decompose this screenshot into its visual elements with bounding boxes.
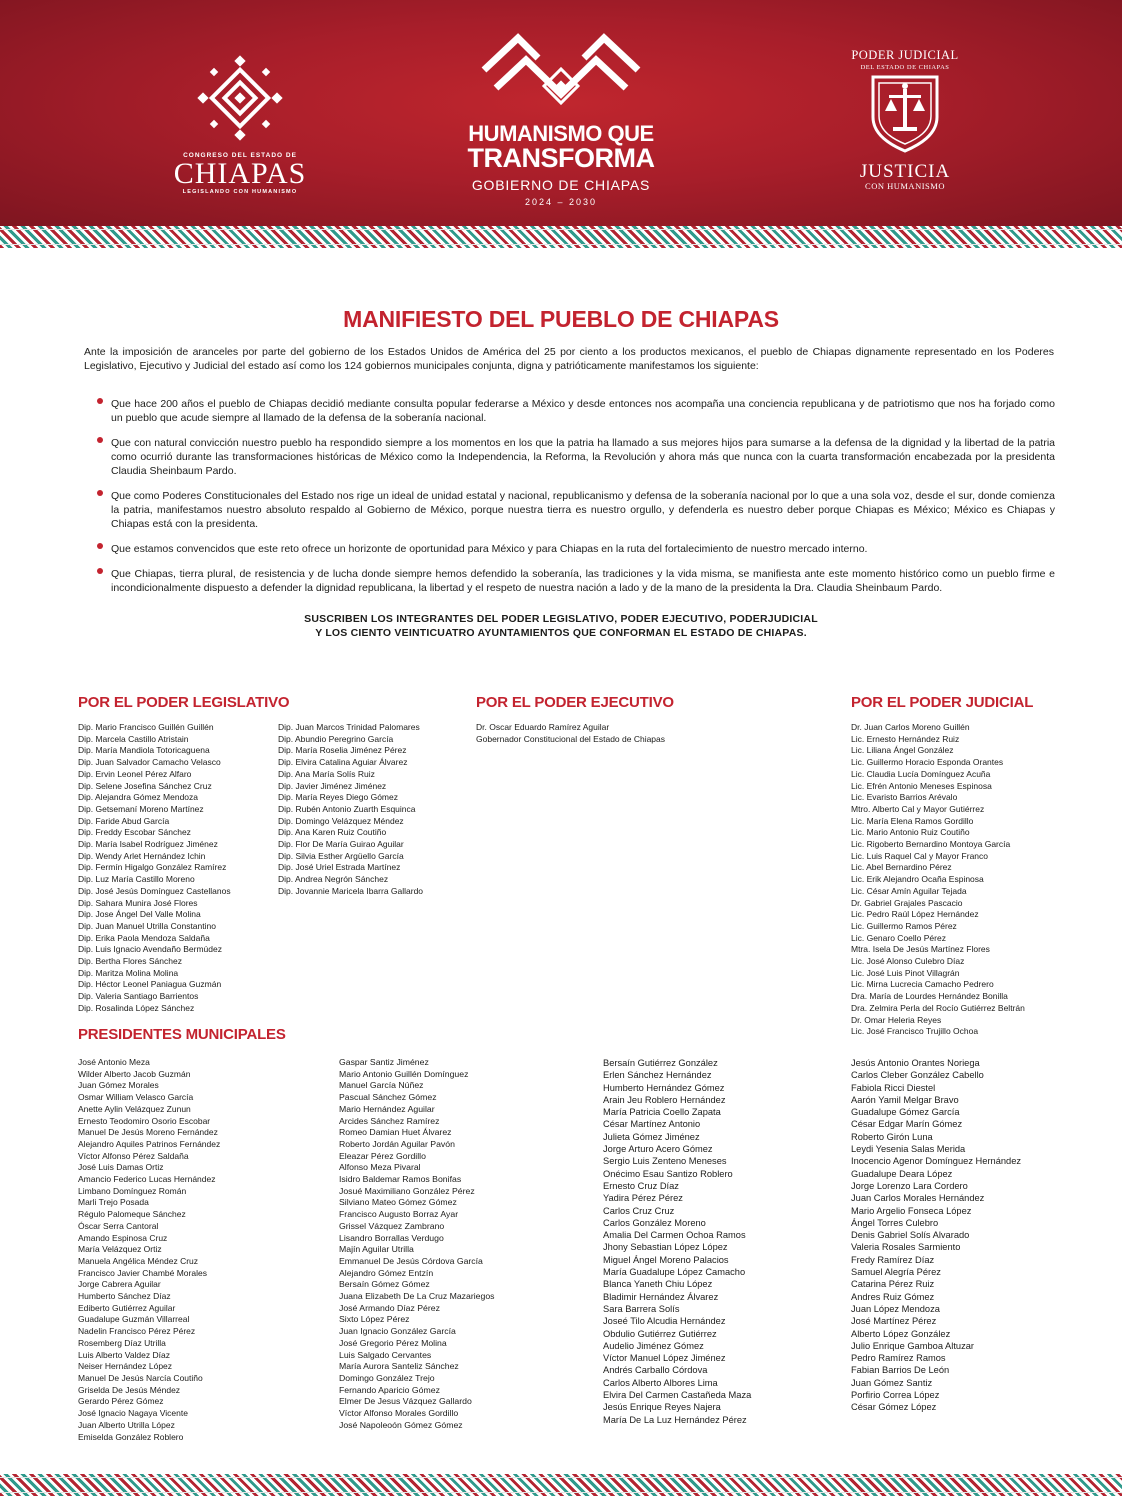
signer-name: Luis Alberto Valdez Díaz	[78, 1349, 170, 1360]
signer-name: Dip. Sahara Munira José Flores	[78, 897, 198, 908]
signer-name: Jorge Cabrera Aguilar	[78, 1279, 161, 1290]
signer-name: Bersaín Gutiérrez González	[603, 1058, 718, 1068]
signer-name: Manuel De Jesús Moreno Fernández	[78, 1127, 218, 1138]
bullet-icon	[97, 490, 103, 496]
signer-name: Juan Ignacio González García	[339, 1326, 456, 1337]
signer-name: César Edgar Marín Gómez	[851, 1119, 963, 1130]
signer-name: José Napoleoón Gómez Gómez	[339, 1419, 463, 1430]
signer-name: Dip. Fermín Higalgo González Ramírez	[78, 862, 227, 873]
gobierno-slogan-line1: HUMANISMO QUE	[468, 121, 654, 146]
signer-name: José Luis Damas Ortiz	[78, 1162, 164, 1173]
congreso-name: CHIAPAS	[173, 157, 307, 190]
signer-name: Dra. María de Lourdes Hernández Bonilla	[851, 991, 1008, 1002]
signer-name: José Antonio Meza	[78, 1057, 150, 1067]
signer-name: Dip. Elvira Catalina Aguiar Álvarez	[278, 757, 408, 768]
signer-name: Dip. Ana María Solís Ruiz	[278, 768, 375, 779]
signer-name: Lic. Abel Bernardino Pérez	[851, 862, 952, 873]
congreso-tagline: LEGISLANDO CON HUMANISMO	[182, 189, 298, 195]
signer-name: Carlos Cleber González Cabello	[851, 1070, 984, 1081]
signer-name: Sara Barrera Solís	[603, 1303, 680, 1314]
signer-name: Fabiola Ricci Diestel	[851, 1082, 936, 1093]
signer-name: Sixto López Pérez	[339, 1314, 410, 1325]
signer-name: José Ignacio Nagaya Vicente	[78, 1408, 188, 1419]
document-title: MANIFIESTO DEL PUEBLO DE CHIAPAS	[343, 306, 779, 332]
signer-name: Mario Hernández Aguilar	[339, 1103, 435, 1114]
signer-name: Dip. Héctor Leonel Paniagua Guzmán	[78, 979, 222, 990]
signer-name: Manuela Angélica Méndez Cruz	[78, 1255, 199, 1266]
signer-name: Yadira Pérez Pérez	[603, 1193, 683, 1204]
signer-name: Francisco Javier Chambé Morales	[78, 1267, 207, 1278]
manifesto-point	[97, 542, 1055, 556]
signer-name: Valeria Rosales Sarmiento	[851, 1242, 961, 1253]
legislativo-list-2	[278, 722, 423, 898]
signer-name: Guadalupe Deara López	[851, 1168, 953, 1179]
signer-name: Julieta Gómez Jiménez	[603, 1131, 700, 1142]
signer-name: María De La Luz Hernández Pérez	[603, 1414, 747, 1425]
signer-name: Samuel Alegría Pérez	[851, 1267, 941, 1278]
signer-name: Wilder Alberto Jacob Guzmán	[78, 1068, 191, 1079]
signer-name: Dip. Rubén Antonio Zuarth Esquinca	[278, 803, 416, 814]
point-text: Que estamos convencidos que este reto ofrece un horizonte de oportunidad para México y para Chiapas en la ruta del fortalecimiento de nuestro mercado interno.	[111, 543, 868, 555]
signer-name: María Patricia Coello Zapata	[603, 1107, 721, 1118]
signer-name: Dr. Oscar Eduardo Ramírez Aguilar	[476, 722, 610, 732]
bullet-icon	[97, 437, 103, 443]
signer-name: Dip. Jovannie Maricela Ibarra Gallardo	[278, 885, 424, 896]
manifesto-points	[97, 397, 1055, 606]
signers-note	[0, 612, 1122, 640]
bullet-icon	[97, 398, 103, 404]
signer-name: Dip. Wendy Arlet Hernández Ichin	[78, 850, 206, 861]
signer-name: Griselda De Jesús Méndez	[78, 1384, 181, 1395]
signer-name: Lic. Claudia Lucía Domínguez Acuña	[851, 768, 991, 779]
signer-name: Ángel Torres Culebro	[851, 1217, 939, 1228]
signer-name: Elvira Del Carmen Castañeda Maza	[603, 1390, 752, 1401]
signer-name: Denis Gabriel Solís Alvarado	[851, 1230, 970, 1241]
signer-name: Fredy Ramírez Díaz	[851, 1254, 935, 1265]
signer-name: Dip. Jose Ángel Del Valle Molina	[78, 909, 201, 920]
signer-name: Jhony Sebastian López López	[603, 1242, 728, 1253]
signer-name: Dip. María Roselia Jiménez Pérez	[278, 745, 407, 756]
pj-motto-sub: CON HUMANISMO	[865, 181, 945, 191]
signer-name: Alejandro Gómez Entzín	[339, 1267, 434, 1278]
signer-name: Lic. César Amín Aguilar Tejada	[851, 885, 967, 896]
signer-name: Bersaín Gómez Gómez	[339, 1279, 430, 1290]
signer-name: Dip. Juan Salvador Camacho Velasco	[78, 757, 221, 768]
signer-name: Mario Argelio Fonseca López	[851, 1205, 972, 1216]
signer-name: Carlos Alberto Albores Lima	[603, 1377, 718, 1388]
signer-name: María Velázquez Ortiz	[78, 1244, 162, 1255]
signer-name: José Martínez Pérez	[851, 1316, 937, 1327]
signer-name: Isidro Baldemar Ramos Bonifas	[339, 1174, 462, 1185]
header-banner	[0, 0, 1122, 228]
signer-name: Dip. Ervin Leonel Pérez Alfaro	[78, 768, 192, 779]
legislativo-list-1	[78, 722, 231, 1015]
signer-name: Jorge Arturo Acero Gómez	[603, 1144, 713, 1155]
signer-name: Humberto Sánchez Díaz	[78, 1291, 171, 1302]
signer-name: Víctor Alfonso Morales Gordillo	[339, 1408, 459, 1419]
manifesto-point	[97, 489, 1055, 531]
signer-name: Audelio Jiménez Gómez	[603, 1340, 704, 1351]
signer-name: Dip. Luis Ignacio Avendaño Bermúdez	[78, 944, 222, 955]
municipales-list-3	[603, 1057, 751, 1426]
signer-name: Dip. María Mandiola Totoricaguena	[78, 745, 210, 756]
signer-name: Elmer De Jesus Vázquez Gallardo	[339, 1396, 472, 1407]
signer-name: Juan Alberto Utrilla López	[78, 1419, 175, 1430]
signer-name: Nadelin Francisco Pérez Pérez	[78, 1326, 196, 1337]
municipales-list-2	[339, 1057, 495, 1432]
signer-name: Dr. Gabriel Grajales Pascacio	[851, 897, 963, 908]
pj-subtitle: DEL ESTADO DE CHIAPAS	[860, 64, 950, 71]
signer-name: Neiser Hernández López	[78, 1361, 173, 1372]
bullet-icon	[97, 543, 103, 549]
signer-name: Gobernador Constitucional del Estado de Chiapas	[476, 733, 666, 744]
signer-name: Dip. Maritza Molina Molina	[78, 967, 179, 978]
signer-name: Arain Jeu Roblero Hernández	[603, 1094, 726, 1105]
signer-name: Domingo González Trejo	[339, 1372, 435, 1383]
signer-name: Dip. José Uriel Estrada Martínez	[278, 862, 401, 873]
signer-name: Pedro Ramírez Ramos	[851, 1353, 946, 1364]
signer-name: Lic. Pedro Raúl López Hernández	[851, 909, 979, 920]
signer-name: Lic. Luis Raquel Cal y Mayor Franco	[851, 850, 989, 861]
municipales-list-1	[78, 1057, 220, 1443]
pj-title: PODER JUDICIAL	[851, 48, 959, 62]
signer-name: Emiselda González Roblero	[78, 1431, 184, 1442]
manifesto-point	[97, 436, 1055, 478]
signer-name: Dip. Juan Manuel Utrilla Constantino	[78, 920, 216, 931]
signer-name: Rosemberg Díaz Utrilla	[78, 1337, 166, 1348]
judicial-list	[851, 722, 1025, 1038]
signer-name: Dip. Rosalinda López Sánchez	[78, 1002, 195, 1013]
signer-name: Miguel Ángel Moreno Palacios	[603, 1254, 729, 1265]
signer-name: Gaspar Santiz Jiménez	[339, 1057, 429, 1067]
signer-name: Dip. Freddy Escobar Sánchez	[78, 827, 191, 838]
signer-name: Lic. Evaristo Barrios Arévalo	[851, 792, 958, 803]
signer-name: Dr. Omar Heleria Reyes	[851, 1014, 942, 1025]
signer-name: Juan Gómez Morales	[78, 1080, 159, 1091]
signer-name: Lic. Rigoberto Bernardino Montoya García	[851, 839, 1011, 850]
signer-name: Eleazar Pérez Gordillo	[339, 1150, 426, 1161]
signer-name: María Guadalupe López Camacho	[603, 1267, 746, 1278]
signer-name: Aarón Yamil Melgar Bravo	[851, 1094, 959, 1105]
signers-line-1: SUSCRIBEN LOS INTEGRANTES DEL PODER LEGISLATIVO, PODER EJECUTIVO, PODERJUDICIAL	[304, 613, 818, 625]
signer-name: Josué Maximiliano González Pérez	[339, 1185, 475, 1196]
signer-name: Fernando Aparicio Gómez	[339, 1384, 440, 1395]
signer-name: Dra. Zelmira Perla del Rocío Gutiérrez Beltrán	[851, 1002, 1025, 1013]
judicial-heading: POR EL PODER JUDICIAL	[851, 694, 1034, 711]
manifesto-point	[97, 567, 1055, 595]
signer-name: Jesús Antonio Orantes Noriega	[851, 1058, 980, 1068]
signer-name: Juan Carlos Morales Hernández	[851, 1193, 985, 1204]
signer-name: Lic. Guillermo Ramos Pérez	[851, 920, 957, 931]
ejecutivo-heading: POR EL PODER EJECUTIVO	[476, 694, 674, 711]
signer-name: Guadalupe Gómez García	[851, 1107, 960, 1118]
signer-name: Dip. Marcela Castillo Atristain	[78, 733, 189, 744]
signer-name: Amando Espinosa Cruz	[78, 1232, 168, 1243]
signer-name: Manuel De Jesús Narcía Coutiño	[78, 1372, 203, 1383]
signer-name: Jesús Enrique Reyes Najera	[603, 1402, 721, 1413]
signer-name: Alberto López González	[851, 1328, 951, 1339]
signer-name: Dip. Faride Abud García	[78, 815, 170, 826]
decorative-band-bottom	[0, 1474, 1122, 1496]
signer-name: José Gregorio Pérez Molina	[339, 1337, 447, 1348]
signer-name: Limbano Domínguez Román	[78, 1185, 187, 1196]
signers-line-2: Y LOS CIENTO VEINTICUATRO AYUNTAMIENTOS QUE CONFORMAN EL ESTADO DE CHIAPAS.	[315, 627, 807, 639]
signer-name: Bladimir Hernández Álvarez	[603, 1291, 719, 1302]
signer-name: Lic. Erik Alejandro Ocaña Espinosa	[851, 874, 984, 885]
signer-name: María Aurora Santeliz Sánchez	[339, 1361, 459, 1372]
signer-name: Andrés Carballo Córdova	[603, 1365, 708, 1376]
signer-name: Joseé Tilo Alcudia Hernández	[603, 1316, 726, 1327]
signer-name: Dip. Getsemaní Moreno Martínez	[78, 803, 204, 814]
point-text: Que Chiapas, tierra plural, de resistencia y de lucha donde siempre hemos defendido la soberanía, las tradiciones y la vida misma, se manifiesta ante este momento histórico como un pueblo firme e incondicionalmente dispuesto a defender la dignidad republicana, la libertad y el respeto de nuestra nación a lado y de la mano de la presidenta la Dra. Claudia Sheinbaum Pardo.	[111, 568, 1055, 594]
signer-name: Romeo Damian Huet Álvarez	[339, 1127, 452, 1138]
signer-name: Blanca Yaneth Chiu López	[603, 1279, 713, 1290]
signer-name: Óscar Serra Cantoral	[78, 1220, 159, 1231]
point-text: Que como Poderes Constitucionales del Estado nos rige un ideal de unidad estatal y nacional, republicanismo y defensa de la soberanía nacional por lo que a una sola voz, desde el sur, donde comienza la patria, manifestamos nuestro absoluto respaldo al Gobierno de México, porque nuestra tierra es nuestro orgullo, y defenderla es nuestro deber porque Chiapas es México; México es Chiapas y Chiapas está con la presidenta.	[111, 490, 1055, 530]
signer-name: Ernesto Teodomiro Osorio Escobar	[78, 1115, 211, 1126]
signer-name: Humberto Hernández Gómez	[603, 1082, 725, 1093]
signer-name: Amalia Del Carmen Ochoa Ramos	[603, 1230, 746, 1241]
signer-name: Dip. Luz María Castillo Moreno	[78, 874, 195, 885]
signer-name: Dip. María Reyes Diego Gómez	[278, 792, 398, 803]
signer-name: Lic. Guillermo Horacio Esponda Orantes	[851, 757, 1004, 768]
signer-name: Lic. Efrén Antonio Meneses Espinosa	[851, 780, 992, 791]
signer-name: Ernesto Cruz Díaz	[603, 1180, 679, 1191]
municipales-heading: PRESIDENTES MUNICIPALES	[78, 1026, 286, 1043]
signer-name: Dip. José Jesús Domínguez Castellanos	[78, 885, 231, 896]
ejecutivo-list	[476, 722, 665, 745]
signer-name: Dip. Erika Paola Mendoza Saldaña	[78, 932, 210, 943]
gobierno-emblem-icon	[476, 30, 646, 114]
signer-name: Dip. María Isabel Rodríguez Jiménez	[78, 839, 218, 850]
decorative-band-top	[0, 226, 1122, 248]
gobierno-logo	[440, 30, 682, 207]
signer-name: Onécimo Esau Santizo Roblero	[603, 1168, 733, 1179]
signer-name: Dip. Domingo Velázquez Méndez	[278, 815, 404, 826]
signer-name: Lic. Mario Antonio Ruiz Coutiño	[851, 827, 970, 838]
signer-name: Juan Gómez Santiz	[851, 1377, 933, 1388]
signer-name: Carlos Cruz Cruz	[603, 1205, 675, 1216]
signer-name: Emmanuel De Jesús Córdova García	[339, 1255, 483, 1266]
gobierno-entity: GOBIERNO DE CHIAPAS	[471, 177, 651, 193]
signer-name: Juana Elizabeth De La Cruz Mazariegos	[339, 1291, 495, 1302]
signer-name: Guadalupe Guzmán Villarreal	[78, 1314, 190, 1325]
signer-name: Dip. Bertha Flores Sánchez	[78, 956, 182, 967]
congreso-emblem-icon	[197, 55, 283, 141]
signer-name: Erlen Sánchez Hernández	[603, 1070, 712, 1081]
gobierno-years: 2024 – 2030	[524, 197, 598, 207]
signer-name: Mario Antonio Guillén Domínguez	[339, 1068, 469, 1079]
signer-name: Manuel García Núñez	[339, 1080, 424, 1091]
intro-paragraph: Ante la imposición de aranceles por parte del gobierno de los Estados Unidos de América del 25 por ciento a los productos mexicanos, el pueblo de Chiapas dignamente representado en los Poderes Legislativo, Ejecutivo y Judicial del estado así como los 124 gobiernos municipales conjunta, digna y patrióticamente manifestamos los siguiente:	[84, 346, 1054, 372]
point-text: Que hace 200 años el pueblo de Chiapas decidió mediante consulta popular federarse a México y desde entonces nos acompaña una conciencia republicana y de patriotismo que nos ha forjado como un pueblo que acude siempre al llamado de la defensa de la soberanía nacional.	[111, 398, 1055, 424]
signer-name: Amancio Federico Lucas Hernández	[78, 1174, 216, 1185]
signer-name: Anette Aylin Velázquez Zunun	[78, 1103, 191, 1114]
poder-judicial-logo	[840, 48, 970, 191]
signer-name: Fabian Barrios De León	[851, 1365, 950, 1376]
signer-name: Leydi Yesenia Salas Merida	[851, 1144, 966, 1155]
congreso-logo	[160, 55, 320, 195]
signer-name: Lic. José Alonso Culebro Díaz	[851, 956, 965, 967]
signer-name: Lic. José Francisco Trujillo Ochoa	[851, 1026, 979, 1037]
signer-name: Dip. Abundio Peregrino García	[278, 733, 394, 744]
congreso-top-text: CONGRESO DEL ESTADO DE	[183, 152, 297, 159]
signer-name: Dip. Mario Francisco Guillén Guillén	[78, 722, 214, 732]
signer-name: Julio Enrique Gamboa Altuzar	[851, 1340, 974, 1351]
point-text: Que con natural convicción nuestro pueblo ha respondido siempre a los momentos en los que la patria ha llamado a sus mejores hijos para sumarse a la defensa de la dignidad y la libertad de la patria como ocurrió durante las transformaciones históricas de México como la Independencia, la Reforma, la Revolución y ahora más que nunca con la cuarta transformación encabezada por la presidenta Claudia Sheinbaum Pardo.	[111, 437, 1055, 477]
pj-motto-main: JUSTICIA	[859, 161, 951, 182]
signer-name: Víctor Alfonso Pérez Saldaña	[78, 1150, 189, 1161]
signer-name: Gerardo Pérez Gómez	[78, 1396, 164, 1407]
signer-name: Jorge Lorenzo Lara Cordero	[851, 1180, 968, 1191]
signer-name: Lic. José Luis Pinot Villagrán	[851, 967, 960, 978]
signer-name: Lic. Genaro Coello Pérez	[851, 932, 946, 943]
signer-name: Juan López Mendoza	[851, 1303, 940, 1314]
signer-name: Régulo Palomeque Sánchez	[78, 1209, 186, 1220]
signer-name: Sergio Luis Zenteno Meneses	[603, 1156, 727, 1167]
signer-name: Inocencio Agenor Domínguez Hernández	[851, 1156, 1022, 1167]
signer-name: César Martínez Antonio	[603, 1119, 701, 1130]
signer-name: Víctor Manuel López Jiménez	[603, 1353, 726, 1364]
signer-name: Lic. Liliana Ángel González	[851, 745, 954, 756]
signer-name: Alfonso Meza Pivaral	[339, 1162, 421, 1173]
signer-name: Dr. Juan Carlos Moreno Guillén	[851, 722, 970, 732]
signer-name: Majín Aguilar Utrilla	[339, 1244, 414, 1255]
signer-name: Porfirio Correa López	[851, 1390, 940, 1401]
signer-name: Catarina Pérez Ruiz	[851, 1279, 935, 1290]
legislativo-heading: POR EL PODER LEGISLATIVO	[78, 694, 290, 711]
signer-name: Marli Trejo Posada	[78, 1197, 149, 1208]
signer-name: Dip. Flor De María Guirao Aguilar	[278, 839, 404, 850]
signer-name: Arcides Sánchez Ramírez	[339, 1115, 440, 1126]
signer-name: Dip. Juan Marcos Trinidad Palomares	[278, 722, 420, 732]
signer-name: Obdulio Gutiérrez Gutiérrez	[603, 1328, 717, 1339]
signer-name: Dip. Valeria Santiago Barrientos	[78, 991, 199, 1002]
municipales-list-4	[851, 1057, 1021, 1414]
signer-name: Lisandro Borrallas Verdugo	[339, 1232, 444, 1243]
signer-name: Dip. Selene Josefina Sánchez Cruz	[78, 780, 212, 791]
signer-name: Roberto Girón Luna	[851, 1131, 933, 1142]
signer-name: Francisco Augusto Borraz Ayar	[339, 1209, 459, 1220]
signer-name: Andres Ruiz Gómez	[851, 1291, 935, 1302]
signer-name: Mtro. Alberto Cal y Mayor Gutiérrez	[851, 803, 985, 814]
signer-name: Lic. Mirna Lucrecia Camacho Pedrero	[851, 979, 994, 990]
signer-name: Osmar William Velasco García	[78, 1092, 194, 1103]
signer-name: César Gómez López	[851, 1402, 937, 1413]
signer-name: Ediberto Gutiérrez Aguilar	[78, 1302, 176, 1313]
signer-name: Grissel Vázquez Zambrano	[339, 1220, 445, 1231]
bullet-icon	[97, 568, 103, 574]
signer-name: Mtra. Isela De Jesús Martínez Flores	[851, 944, 990, 955]
signer-name: Carlos González Moreno	[603, 1217, 706, 1228]
signer-name: Luis Salgado Cervantes	[339, 1349, 432, 1360]
manifesto-point	[97, 397, 1055, 425]
signer-name: José Armando Díaz Pérez	[339, 1302, 440, 1313]
gobierno-slogan-line2: TRANSFORMA	[467, 143, 655, 173]
signer-name: Roberto Jordán Aguilar Pavón	[339, 1138, 455, 1149]
signer-name: Lic. Ernesto Hernández Ruiz	[851, 733, 960, 744]
signer-name: Dip. Andrea Negrón Sánchez	[278, 874, 389, 885]
signer-name: Lic. María Elena Ramos Gordillo	[851, 815, 974, 826]
signer-name: Silviano Mateo Gómez Gómez	[339, 1197, 457, 1208]
signer-name: Dip. Javier Jiménez Jiménez	[278, 780, 387, 791]
signer-name: Alejandro Aquiles Patrinos Fernández	[78, 1138, 221, 1149]
signer-name: Dip. Alejandra Gómez Mendoza	[78, 792, 199, 803]
pj-shield-icon	[867, 71, 943, 153]
signer-name: Pascual Sánchez Gómez	[339, 1092, 437, 1103]
signer-name: Dip. Silvia Esther Argüello García	[278, 850, 404, 861]
signer-name: Dip. Ana Karen Ruiz Coutiño	[278, 827, 387, 838]
